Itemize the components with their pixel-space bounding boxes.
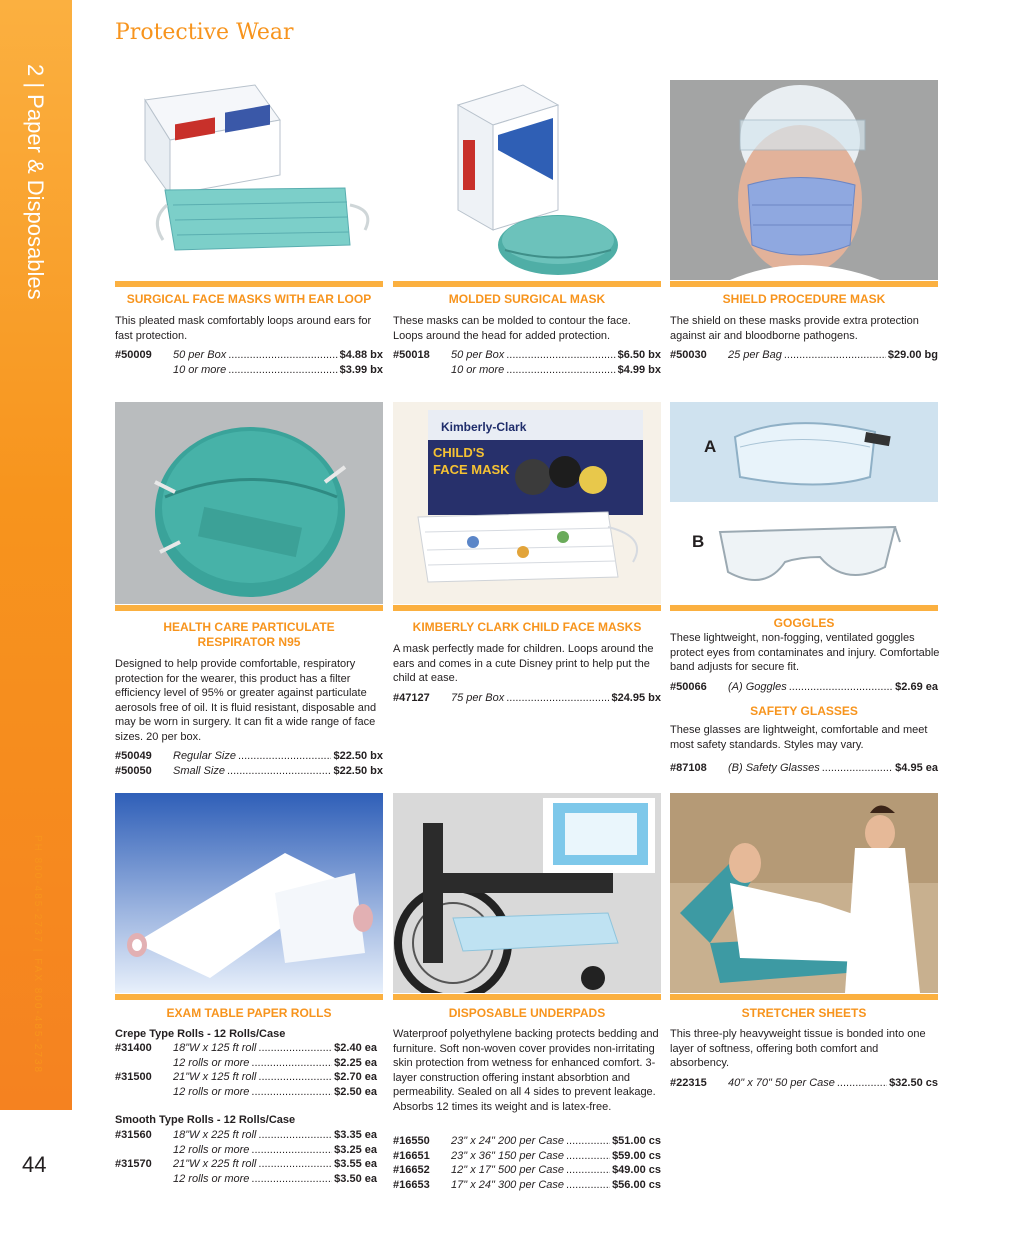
- price-desc: 25 per Bag: [728, 349, 782, 361]
- price: $4.95 ea: [895, 762, 938, 774]
- price: $2.40 ea: [334, 1042, 377, 1054]
- price-desc: 21"W x 125 ft roll: [173, 1071, 257, 1083]
- sku: #16550: [393, 1135, 430, 1147]
- subheading: Crepe Type Rolls - 12 Rolls/Case: [115, 1028, 286, 1040]
- price-row: [115, 1172, 377, 1187]
- price: $3.99 bx: [339, 363, 383, 376]
- price: $49.00 cs: [612, 1164, 661, 1176]
- price-row: [115, 1070, 377, 1085]
- price-row: [670, 348, 938, 363]
- product-heading: GOGGLES: [773, 616, 835, 630]
- label-a: A: [704, 437, 717, 456]
- price-desc: 75 per Box: [451, 692, 505, 704]
- heading-line: RESPIRATOR N95: [197, 635, 301, 649]
- heading-rule: [393, 994, 661, 1000]
- sku: #50049: [115, 750, 152, 762]
- subheading: Smooth Type Rolls - 12 Rolls/Case: [115, 1114, 296, 1126]
- heading-rule: [670, 994, 938, 1000]
- price-row: [115, 1056, 377, 1071]
- price-row: [393, 1149, 661, 1164]
- product-description: The shield on these masks provide extra protection against air and bloodborne pathogens.: [670, 315, 919, 342]
- product-heading: SHIELD PROCEDURE MASK: [722, 292, 886, 306]
- underpads-image: [393, 793, 661, 993]
- dot-leader: [506, 363, 615, 378]
- sku: #31570: [115, 1158, 152, 1170]
- price: $6.50 bx: [617, 349, 661, 361]
- price-desc: 21"W x 225 ft roll: [173, 1158, 257, 1170]
- sku: #16652: [393, 1164, 430, 1176]
- price-row: [115, 363, 383, 378]
- product-heading: DISPOSABLE UNDERPADS: [448, 1006, 606, 1020]
- price: $29.00 bg: [887, 349, 938, 361]
- sku: #47127: [393, 692, 430, 704]
- price-desc: 12 rolls or more: [173, 1172, 250, 1185]
- dot-leader: [566, 1163, 610, 1178]
- product-description: A mask perfectly made for children. Loops around the ears and comes in a cute Disney print to help put the child at ease.: [393, 643, 654, 684]
- heading-rule: [393, 605, 661, 611]
- price-row: [670, 761, 938, 776]
- price: $32.50 cs: [889, 1077, 938, 1089]
- price: $4.88 bx: [339, 349, 383, 361]
- dot-leader: [238, 749, 331, 764]
- price-row: [393, 348, 661, 363]
- heading-rule: [115, 605, 383, 611]
- box-title: CHILD'S: [433, 445, 485, 460]
- contact-info: PH 800-485-2737 | FAX 800-485-2738: [32, 835, 43, 1075]
- price: $2.70 ea: [334, 1071, 377, 1083]
- dot-leader: [566, 1149, 610, 1164]
- price-table: [115, 348, 383, 377]
- price-row: [115, 1143, 377, 1158]
- heading-rule: [670, 281, 938, 287]
- heading-rule: [115, 281, 383, 287]
- dot-leader: [258, 1041, 332, 1056]
- dot-leader: [251, 1085, 332, 1100]
- price: $56.00 cs: [612, 1178, 661, 1191]
- dot-leader: [251, 1172, 332, 1187]
- price-row: [393, 691, 661, 706]
- price: $3.35 ea: [334, 1129, 377, 1141]
- price-table: [115, 1041, 377, 1099]
- dot-leader: [227, 764, 331, 779]
- price-table: [670, 1076, 938, 1091]
- price-row: [670, 1076, 938, 1091]
- molded-mask-image: [393, 80, 661, 280]
- price-desc: Small Size: [173, 764, 225, 777]
- sku: #16651: [393, 1149, 430, 1162]
- price-row: [115, 1157, 377, 1172]
- price: $22.50 bx: [333, 764, 383, 777]
- product-description: These masks can be molded to contour the face. Loops around the head for added protection.: [393, 315, 631, 342]
- price-desc: 18"W x 225 ft roll: [173, 1129, 257, 1141]
- section-title: 2 | Paper & Disposables: [23, 64, 48, 300]
- price-table: [115, 1128, 377, 1186]
- price-desc: 50 per Box: [173, 349, 227, 361]
- dot-leader: [258, 1157, 332, 1172]
- price-desc: 23" x 36" 150 per Case: [451, 1149, 564, 1162]
- product-description: This three-ply heavyweight tissue is bonded into one layer of softness, offering both comfort and absorbency.: [670, 1028, 926, 1069]
- price-desc: 50 per Box: [451, 349, 505, 361]
- dot-leader: [784, 348, 886, 363]
- price-desc: 10 or more: [451, 363, 505, 376]
- price-row: [115, 764, 383, 779]
- product-description: Waterproof polyethylene backing protects bedding and furniture. Soft non-woven cover provides non-irritating skin protection from wetness for enhanced comfort. 3-layer construction offering instant absorbtion and permeability. Sealed on all 4 sides to prevent leakage. Absorbs 12 times its weight and is latex-free.: [393, 1028, 659, 1113]
- product-heading: KIMBERLY CLARK CHILD FACE MASKS: [412, 620, 642, 634]
- dot-leader: [837, 1076, 887, 1091]
- price-row: [393, 1178, 661, 1193]
- price: $22.50 bx: [333, 750, 383, 762]
- page-number: 44: [22, 1152, 47, 1177]
- dot-leader: [258, 1070, 332, 1085]
- sku: #31400: [115, 1042, 152, 1054]
- heading-line: HEALTH CARE PARTICULATE: [163, 620, 335, 634]
- box-brand: Kimberly-Clark: [441, 420, 527, 434]
- sku: #16653: [393, 1178, 430, 1191]
- sku: #87108: [670, 762, 707, 774]
- stretcher-sheets-image: [670, 793, 938, 993]
- price-table: [670, 680, 938, 695]
- sku: #31500: [115, 1071, 152, 1083]
- dot-leader: [789, 680, 893, 695]
- dot-leader: [506, 691, 609, 706]
- dot-leader: [228, 348, 337, 363]
- price-desc: (A) Goggles: [728, 681, 787, 693]
- sku: #50066: [670, 681, 707, 693]
- price-desc: 12" x 17" 500 per Case: [451, 1164, 564, 1176]
- sku: #22315: [670, 1077, 707, 1089]
- price: $4.99 bx: [617, 363, 661, 376]
- price-table: [393, 348, 661, 377]
- price-table: [115, 749, 383, 778]
- dot-leader: [258, 1128, 332, 1143]
- product-description: These lightweight, non-fogging, ventilated goggles protect eyes from contaminates and injury. Comfortable band adjusts for secure fit.: [670, 632, 940, 673]
- product-description: This pleated mask comfortably loops around ears for fast protection.: [115, 315, 372, 342]
- child-face-masks-image: [393, 402, 661, 604]
- sku: #50050: [115, 764, 152, 777]
- exam-table-paper-image: [115, 793, 383, 993]
- price-desc: 10 or more: [173, 363, 227, 376]
- surgical-mask-image: [115, 80, 383, 280]
- price: $2.25 ea: [334, 1056, 377, 1069]
- page-title: Protective Wear: [115, 20, 294, 45]
- safety-glasses-image: [670, 512, 938, 604]
- dot-leader: [251, 1143, 332, 1158]
- price: $59.00 cs: [612, 1149, 661, 1162]
- price: $3.55 ea: [334, 1158, 377, 1170]
- dot-leader: [506, 348, 615, 363]
- heading-rule: [670, 605, 938, 611]
- price-table: [393, 691, 661, 706]
- price-table: [670, 348, 938, 363]
- product-heading: SAFETY GLASSES: [750, 704, 858, 718]
- sku: #50030: [670, 349, 707, 361]
- price-row: [115, 1128, 377, 1143]
- product-heading: [115, 620, 383, 650]
- sku: #50018: [393, 349, 430, 361]
- price: $2.50 ea: [334, 1085, 377, 1098]
- price-desc: 12 rolls or more: [173, 1143, 250, 1156]
- sku: #50009: [115, 349, 152, 361]
- price-table: [670, 761, 938, 776]
- price-desc: 23" x 24" 200 per Case: [451, 1135, 564, 1147]
- heading-rule: [115, 994, 383, 1000]
- label-b: B: [692, 532, 705, 551]
- price-row: [115, 1041, 377, 1056]
- sku: #31560: [115, 1129, 152, 1141]
- price-row: [115, 348, 383, 363]
- n95-respirator-image: [115, 402, 383, 604]
- product-description: Designed to help provide comfortable, respiratory protection for the wearer, this product has a filter efficiency level of 95% or greater against particulate aerosols free of oil. It is fluid resistant, disposable and may be worn in surgery. It can fit a wide range of face sizes. 20 per box.: [115, 658, 377, 743]
- price-desc: 18"W x 125 ft roll: [173, 1042, 257, 1054]
- box-title: FACE MASK: [433, 462, 510, 477]
- price-desc: (B) Safety Glasses: [728, 762, 820, 774]
- price: $51.00 cs: [612, 1135, 661, 1147]
- price: $3.25 ea: [334, 1143, 377, 1156]
- heading-rule: [393, 281, 661, 287]
- price: $3.50 ea: [334, 1172, 377, 1185]
- dot-leader: [566, 1134, 610, 1149]
- price-desc: 40" x 70" 50 per Case: [728, 1077, 835, 1089]
- shield-mask-image: [670, 80, 938, 280]
- price-table: [393, 1134, 661, 1192]
- product-heading: MOLDED SURGICAL MASK: [448, 292, 606, 306]
- price-row: [115, 1085, 377, 1100]
- price-row: [670, 680, 938, 695]
- product-heading: STRETCHER SHEETS: [741, 1006, 867, 1020]
- price-row: [393, 1163, 661, 1178]
- dot-leader: [822, 761, 893, 776]
- price-desc: 12 rolls or more: [173, 1085, 250, 1098]
- dot-leader: [228, 363, 337, 378]
- price-desc: 12 rolls or more: [173, 1056, 250, 1069]
- dot-leader: [251, 1056, 332, 1071]
- price-row: [393, 363, 661, 378]
- product-heading: EXAM TABLE PAPER ROLLS: [166, 1006, 332, 1020]
- price: $2.69 ea: [895, 681, 938, 693]
- price-desc: Regular Size: [173, 750, 236, 762]
- product-description: These glasses are lightweight, comfortable and meet most safety standards. Styles may vary.: [670, 724, 928, 751]
- price-desc: 17" x 24" 300 per Case: [451, 1178, 564, 1191]
- price-row: [115, 749, 383, 764]
- price: $24.95 bx: [611, 692, 661, 704]
- dot-leader: [566, 1178, 610, 1193]
- product-heading: SURGICAL FACE MASKS WITH EAR LOOP: [126, 292, 372, 306]
- price-row: [393, 1134, 661, 1149]
